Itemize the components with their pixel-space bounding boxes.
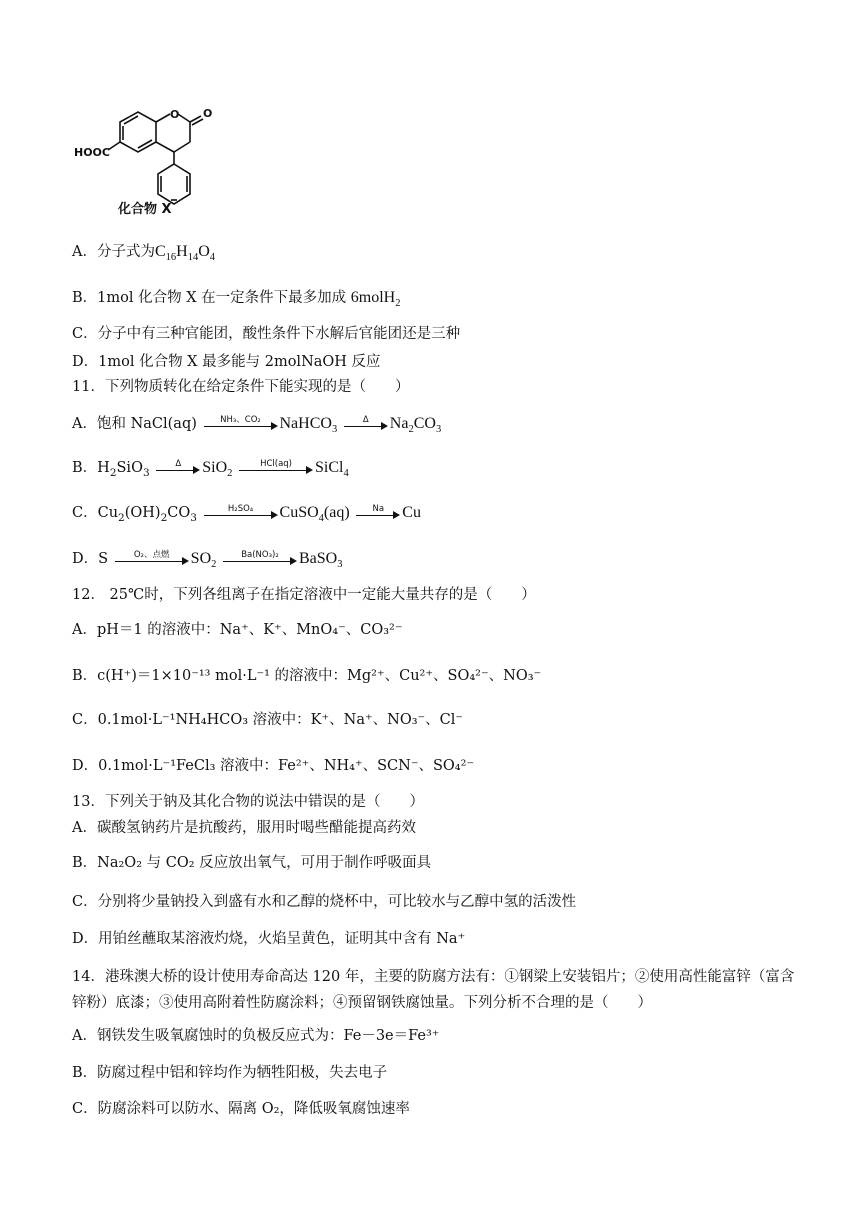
- q12-option-c: C．0.1mol·L⁻¹NH₄HCO₃ 溶液中：K⁺、Na⁺、NO₃⁻、Cl⁻: [72, 712, 464, 728]
- reaction-arrow: Δ: [344, 417, 388, 431]
- reaction-arrow: HCl(aq): [239, 461, 313, 475]
- q12-option-d: D．0.1mol·L⁻¹FeCl₃ 溶液中：Fe²⁺、NH₄⁺、SCN⁻、SO₄²⁻: [72, 758, 475, 774]
- q10-option-a: A．分子式为$C_{16}H_{14}O_4$: [72, 243, 216, 263]
- compound-x-caption: 化合物 X: [118, 202, 172, 217]
- q14-stem: 14．港珠澳大桥的设计使用寿命高达 120 年，主要的防腐方法有：①钢梁上安装铝片；②使用高性能富锌（富含锌粉）底漆；③使用高附着性防腐涂料；④预留钢铁腐蚀量。下列分析不合理的是（ ）: [72, 969, 795, 1011]
- reaction-arrow: Na: [356, 506, 400, 520]
- q14-option-a: A．钢铁发生吸氧腐蚀时的负极反应式为：Fe－3e＝Fe³⁺: [72, 1028, 440, 1044]
- reaction-arrow: Ba(NO₃)₂: [223, 552, 297, 566]
- keto-oxygen-label: O: [203, 107, 213, 120]
- q12-stem: 12． 25℃时，下列各组离子在指定溶液中一定能大量共存的是（ ）: [72, 587, 536, 603]
- cooh-label: HOOC: [74, 146, 110, 159]
- ring-oxygen-label: O: [170, 108, 180, 121]
- q10-option-c: C．分子中有三种官能团，酸性条件下水解后官能团还是三种: [72, 326, 461, 342]
- q11-stem: 11．下列物质转化在给定条件下能实现的是（ ）: [72, 379, 410, 395]
- reaction-arrow: H₂SO₄: [204, 506, 278, 520]
- q14-option-b: B．防腐过程中铝和锌均作为牺牲阳极，失去电子: [72, 1065, 388, 1081]
- reaction-arrow: NH₃、CO₂: [204, 417, 278, 431]
- q13-option-a: A．碳酸氢钠药片是抗酸药，服用时喝些醋能提高药效: [72, 820, 416, 836]
- q12-option-a: A．pH＝1 的溶液中：Na⁺、K⁺、MnO₄⁻、CO₃²⁻: [72, 622, 403, 638]
- q13-option-c: C．分别将少量钠投入到盛有水和乙醇的烧杯中，可比较水与乙醇中氢的活泼性: [72, 894, 577, 910]
- q14-option-c: C．防腐涂料可以防水、隔离 O₂，降低吸氧腐蚀速率: [72, 1101, 410, 1117]
- q13-option-d: D．用铂丝蘸取某溶液灼烧，火焰呈黄色，证明其中含有 Na⁺: [72, 931, 466, 947]
- q10-option-d: D．1mol 化合物 X 最多能与 2molNaOH 反应: [72, 354, 381, 370]
- reaction-arrow: O₂、点燃: [115, 552, 189, 566]
- q11-option-d: D．S O₂、点燃 $SO_2$ Ba(NO₃)₂ BaSO$_3$: [72, 550, 343, 570]
- q13-option-b: B．Na₂O₂ 与 CO₂ 反应放出氧气，可用于制作呼吸面具: [72, 855, 432, 871]
- q11-option-a: A．饱和 NaCl(aq) NH₃、CO₂ NaHCO$_3$ Δ $Na_2CO_3$: [72, 415, 442, 435]
- q13-stem: 13．下列关于钠及其化合物的说法中错误的是（ ）: [72, 794, 424, 810]
- q11-option-c: C．$Cu_2(OH)_2CO_3$ H₂SO₄ CuSO$_4$(aq) Na Cu: [72, 504, 421, 524]
- q11-option-b: B．$H_2SiO_3$ Δ SiO$_2$ HCl(aq) SiCl$_4$: [72, 459, 349, 479]
- q12-option-b: B．c(H⁺)＝1×10⁻¹³ mol·L⁻¹ 的溶液中：Mg²⁺、Cu²⁺、SO₄²⁻、NO₃⁻: [72, 668, 542, 684]
- reaction-arrow: Δ: [156, 461, 200, 475]
- q10-option-b: B．1mol 化合物 X 在一定条件下最多加成 6molH$_2$: [72, 289, 401, 309]
